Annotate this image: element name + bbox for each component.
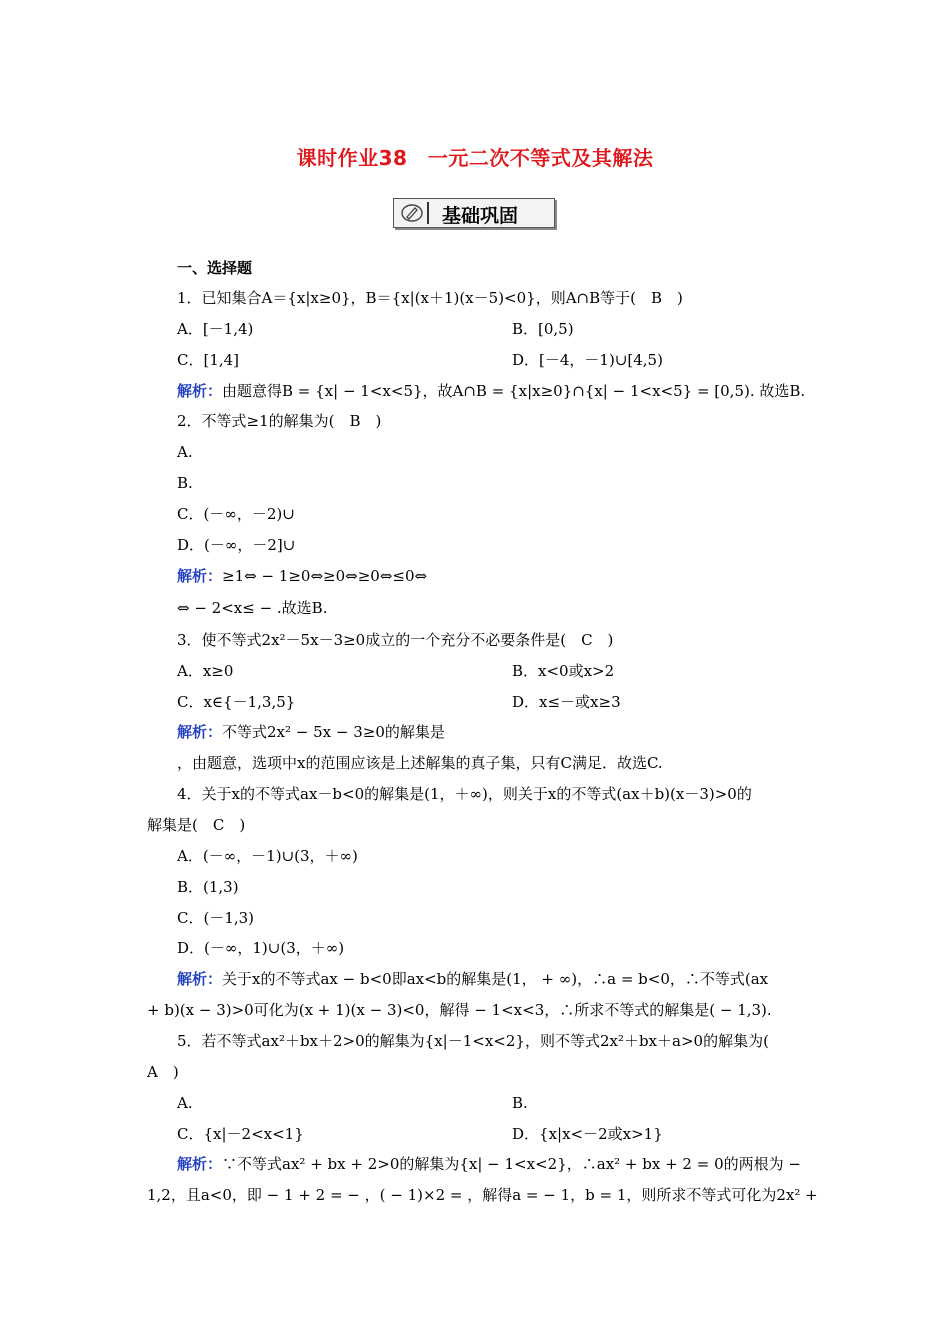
- section-heading: 一、选择题: [177, 259, 253, 277]
- question-4-stem-line2: 解集是( C ): [147, 816, 246, 834]
- q1-option-b: B．[0,5): [512, 320, 574, 338]
- q4-option-b: B．(1,3): [177, 878, 239, 896]
- question-5-stem-line2: A ): [147, 1063, 179, 1081]
- pencil-icon: [400, 203, 424, 223]
- q1-analysis: [177, 381, 805, 401]
- question-3-stem: 3．使不等式2x²－5x－3≥0成立的一个充分不必要条件是( C ): [177, 631, 614, 649]
- q4-analysis-text: 关于x的不等式ax − b<0即ax<b的解集是(1， + ∞)，∴a = b<0，∴不等式(ax: [222, 970, 769, 988]
- q4-analysis-line2: + b)(x − 3)>0可化为(x + 1)(x − 3)<0，解得 − 1<x<3，∴所求不等式的解集是( − 1,3).: [147, 1001, 772, 1019]
- question-2-stem: 2．不等式≥1的解集为( B ): [177, 412, 382, 430]
- q3-analysis-text: 不等式2x² − 5x − 3≥0的解集是: [222, 723, 445, 741]
- q3-option-a: A．x≥0: [177, 662, 234, 680]
- question-1-stem: 1．已知集合A＝{x|x≥0}，B＝{x|(x＋1)(x－5)<0}，则A∩B等于( B ): [177, 289, 683, 307]
- q1-option-d: D．[－4，－1)∪[4,5): [512, 351, 663, 369]
- q2-option-c: C．(－∞，－2)∪: [177, 505, 295, 523]
- q3-analysis: [177, 722, 445, 742]
- q5-analysis: [177, 1154, 801, 1174]
- q2-option-a: A.: [177, 443, 193, 461]
- q3-option-b: B．x<0或x>2: [512, 662, 615, 680]
- q5-option-c: C．{x|－2<x<1}: [177, 1125, 304, 1143]
- page-title: 课时作业38 一元二次不等式及其解法: [296, 146, 654, 170]
- badge-divider: [427, 202, 429, 224]
- analysis-label: 解析：: [177, 1155, 223, 1173]
- q4-analysis: [177, 969, 768, 989]
- q1-analysis-text: 由题意得B = {x| − 1<x<5}，故A∩B = {x|x≥0}∩{x| − 1<x<5} = [0,5). 故选B.: [222, 382, 806, 400]
- badge-label: 基础巩固: [442, 205, 519, 227]
- q2-option-d: D．(－∞，－2]∪: [177, 536, 296, 554]
- q3-analysis-line2: ，由题意，选项中x的范围应该是上述解集的真子集，只有C满足．故选C.: [177, 754, 663, 772]
- q3-option-c: C．x∈{－1,3,5}: [177, 693, 296, 711]
- q4-option-a: A．(－∞，－1)∪(3，＋∞): [177, 847, 358, 865]
- q4-option-c: C．(－1,3): [177, 909, 255, 927]
- q5-analysis-line2: 1,2，且a<0，即 − 1 + 2 = − ，( − 1)×2 = ，解得a = − 1，b = 1，则所求不等式可化为2x² +: [147, 1186, 818, 1204]
- analysis-label: 解析：: [177, 382, 223, 400]
- q4-option-d: D．(－∞，1)∪(3，＋∞): [177, 939, 345, 957]
- analysis-label: 解析：: [177, 723, 223, 741]
- q2-analysis: [177, 566, 427, 586]
- q2-analysis-line2: ⇔ − 2<x≤ − .故选B.: [177, 599, 328, 617]
- analysis-label: 解析：: [177, 970, 223, 988]
- q3-option-d: D．x≤－或x≥3: [512, 693, 621, 711]
- q2-option-b: B.: [177, 474, 193, 492]
- q2-analysis-text: ≥1⇔ − 1≥0⇔≥0⇔≥0⇔≤0⇔: [222, 567, 428, 585]
- question-4-stem: 4．关于x的不等式ax－b<0的解集是(1，＋∞)，则关于x的不等式(ax＋b)(x－3)>0的: [177, 785, 752, 803]
- q5-option-d: D．{x|x<－2或x>1}: [512, 1125, 663, 1143]
- question-5-stem: 5．若不等式ax²＋bx＋2>0的解集为{x|－1<x<2}，则不等式2x²＋bx＋a>0的解集为(: [177, 1032, 769, 1050]
- q5-analysis-text: ∵不等式ax² + bx + 2>0的解集为{x| − 1<x<2}，∴ax² + bx + 2 = 0的两根为 −: [222, 1155, 801, 1173]
- q1-option-c: C．[1,4]: [177, 351, 240, 369]
- q5-option-a: A.: [177, 1094, 193, 1112]
- q5-option-b: B.: [512, 1094, 528, 1112]
- analysis-label: 解析：: [177, 567, 223, 585]
- section-badge: [393, 198, 555, 228]
- q1-option-a: A．[－1,4): [177, 320, 254, 338]
